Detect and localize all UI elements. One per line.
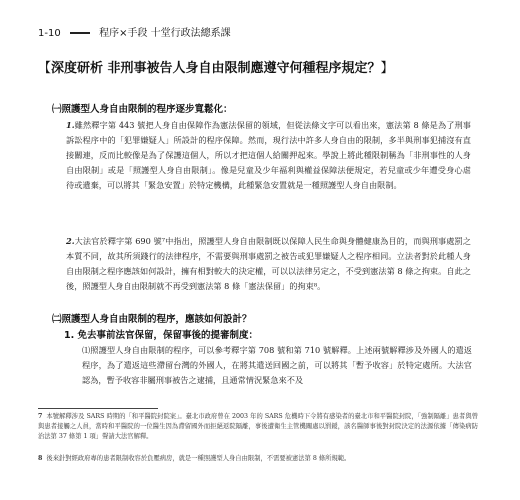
footnote-mark: 8: [38, 455, 43, 462]
paragraph-text: ⑴照護型人身自由限制的程序，可以參考釋字第 708 號和第 710 號解釋。上述兩號解釋涉及外國人的遣返程序，為了遣返這些滯留台灣的外國人，在將其遣送回國之前，可以將其「暫予收容」於特定處所。大法官認為，暫予收容非屬刑事被告之逮捕，且通常情況緊急來不及: [82, 345, 472, 385]
footnote-divider: [38, 408, 158, 409]
paragraph-text: 雖然釋字第 443 號把人身自由保障作為憲法保留的領域，但從法條文字可以看出來，憲法第 8 條是為了刑事訴訟程序中的「犯罪嫌疑人」所設計的程序保障。然而，現行法中許多人身自由的限制，多半與刑事犯捕沒有直接關連，反而比較像是為了保護這個人，所以才把這個人給關押起來。學說上將此種限制稱為「非刑事性的人身自由限制」或是「照護型人身自由限制」。像是兒童及少年福利與權益保障法便規定，若兒童或少年遭受身心虐待或遺棄，可以將其「緊急安置」於特定機構，此種緊急安置就是一種照護型人身自由限制。: [66, 120, 471, 190]
footnote-text: 本號解釋涉及 SARS 時期的「和平醫院封院案」。臺北市政府曾在 2003 年的 SARS 危機時下令將有感染者的臺北市和平醫院封院，「強制隔離」患者與曾與患者接觸之人員，當時和平醫院的一位醫生因為滯留國外而拒絕返院隔離，事後遭衛生主管機關處以罰鍰，該名醫師事後對封院決定的法源依據「傳染病防治法第 37 條第 1 項」聲請大法官解釋。: [38, 413, 478, 440]
paragraph-sub-item-1: [82, 343, 472, 388]
footnote-7: [38, 412, 478, 442]
section-title: 深度研析 非刑事被告人身自由限制應遵守何種程序規定？: [51, 61, 381, 76]
header-divider: [70, 32, 90, 34]
section-open-bracket: 【: [38, 61, 52, 76]
subheading-item-1: 1. 免去事前法官保留，保留事後的提審制度：: [64, 330, 259, 341]
footnote-mark: 7: [38, 413, 43, 420]
paragraph-item-2: [66, 234, 471, 294]
item-number: 2.: [66, 236, 75, 246]
page-number: 1-10: [38, 28, 61, 39]
section-heading: [38, 60, 478, 77]
item-number: 1.: [66, 120, 75, 130]
subheading-part-2: ㈡照護型人身自由限制的程序，應該如何設計？: [52, 314, 252, 325]
paragraph-item-1: [66, 118, 471, 193]
footnote-8: [38, 454, 478, 464]
footnote-text: 後來針對經政府專的患者限制收容於負壓病房，就是一種照護型人身自由限制，不需要被憲法第 8 條所規範。: [46, 455, 351, 462]
section-close-bracket: 】: [380, 61, 394, 76]
running-header: [38, 24, 231, 39]
paragraph-text: 大法官於釋字第 690 號⁷中指出，照護型人身自由限制既以保障人民生命與身體健康為目的，而與刑事處罰之本質不同，故其所須踐行的法律程序，不需要與刑事處罰之被告或犯罪嫌疑人之程序相同。立法者對於此種人身自由限制之程序應該如何設計，擁有相對較大的決定權，可以以法律另定之，不受到憲法第 8 條之拘束。自此之後，照護型人身自由限制就不再受到憲法第 8 條「憲法保留」的拘束⁸。: [66, 236, 471, 291]
subheading-part-1: ㈠照護型人身自由限制的程序逐步寬鬆化：: [52, 104, 233, 115]
book-title: 程序×手段 十堂行政法總系課: [99, 28, 231, 39]
